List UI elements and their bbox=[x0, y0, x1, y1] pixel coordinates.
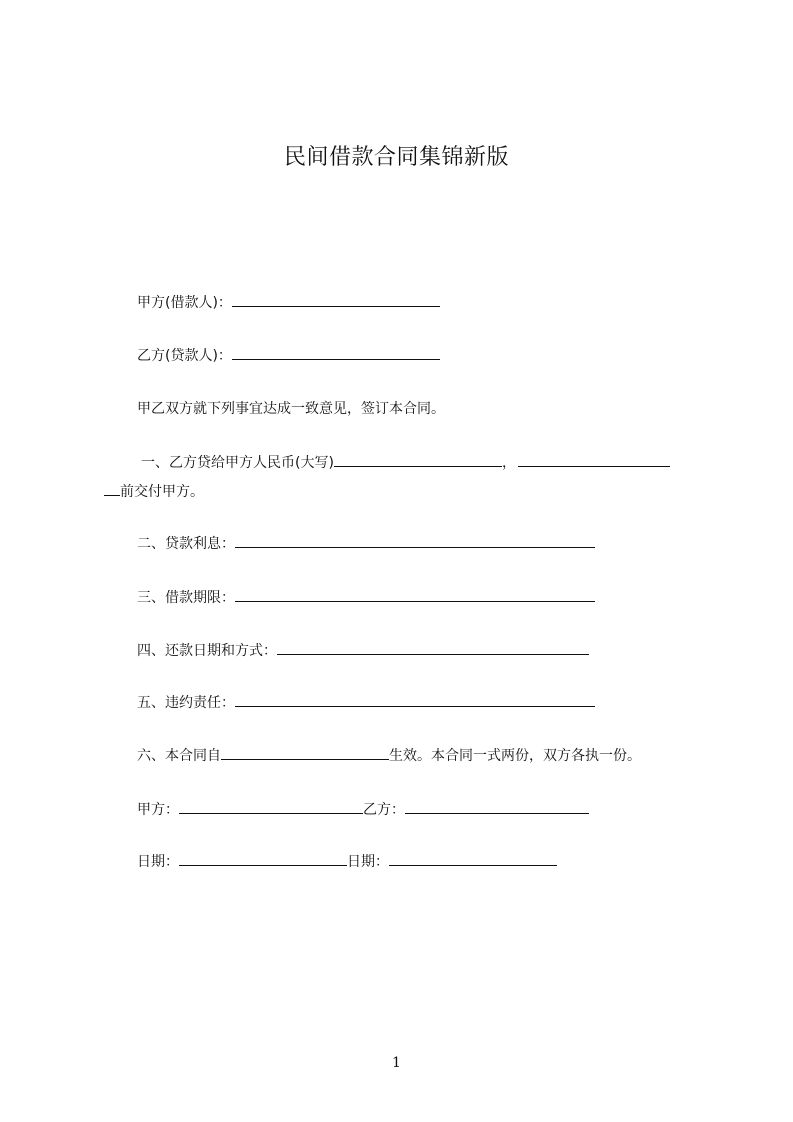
intro-line bbox=[137, 399, 445, 419]
clause5-blank bbox=[235, 692, 595, 707]
party-b-date-label: 日期： bbox=[347, 854, 389, 870]
party-a-sign-label: 甲方： bbox=[137, 802, 179, 818]
lender-line bbox=[137, 345, 440, 366]
party-a-sign-blank bbox=[179, 799, 363, 814]
clause1-cont-line bbox=[104, 481, 204, 502]
party-a-date-blank bbox=[179, 851, 347, 866]
clause5-line bbox=[137, 692, 595, 713]
borrower-blank bbox=[232, 292, 440, 307]
party-b-sign-blank bbox=[405, 799, 589, 814]
clause1-text-b: 前交付甲方。 bbox=[120, 484, 204, 500]
clause6-text-b: 生效。本合同一式两份，双方各执一份。 bbox=[389, 748, 641, 764]
clause1-cont-blank bbox=[104, 481, 120, 496]
intro-text: 甲乙双方就下列事宜达成一致意见，签订本合同。 bbox=[137, 401, 445, 417]
clause5-label: 五、违约责任： bbox=[137, 695, 235, 711]
clause2-line bbox=[137, 533, 595, 554]
page-number: 1 bbox=[392, 1055, 401, 1071]
clause3-label: 三、借款期限： bbox=[137, 590, 235, 606]
clause2-label: 二、贷款利息： bbox=[137, 536, 235, 552]
lender-label: 乙方(贷款人)： bbox=[137, 348, 232, 364]
clause6-text-a: 六、本合同自 bbox=[137, 748, 221, 764]
clause6-line bbox=[137, 745, 641, 766]
clause4-line bbox=[137, 640, 589, 661]
clause2-blank bbox=[235, 533, 595, 548]
clause1-amount-blank bbox=[334, 452, 502, 467]
borrower-line bbox=[137, 292, 440, 313]
clause1-line bbox=[141, 452, 670, 473]
document-title: 民间借款合同集锦新版 bbox=[283, 145, 509, 170]
clause4-blank bbox=[277, 640, 589, 655]
clause1-comma: ， bbox=[501, 455, 516, 471]
clause3-line bbox=[137, 587, 595, 608]
clause1-date-blank bbox=[518, 452, 670, 467]
party-b-date-blank bbox=[389, 851, 557, 866]
party-a-date-label: 日期： bbox=[137, 854, 179, 870]
date-line bbox=[137, 851, 557, 872]
borrower-label: 甲方(借款人)： bbox=[137, 295, 232, 311]
clause1-text-a: 一、乙方贷给甲方人民币(大写) bbox=[141, 455, 334, 471]
clause3-blank bbox=[235, 587, 595, 602]
party-b-sign-label: 乙方： bbox=[363, 802, 405, 818]
clause6-date-blank bbox=[221, 745, 389, 760]
signature-line bbox=[137, 799, 589, 820]
clause4-label: 四、还款日期和方式： bbox=[137, 643, 277, 659]
lender-blank bbox=[232, 345, 440, 360]
